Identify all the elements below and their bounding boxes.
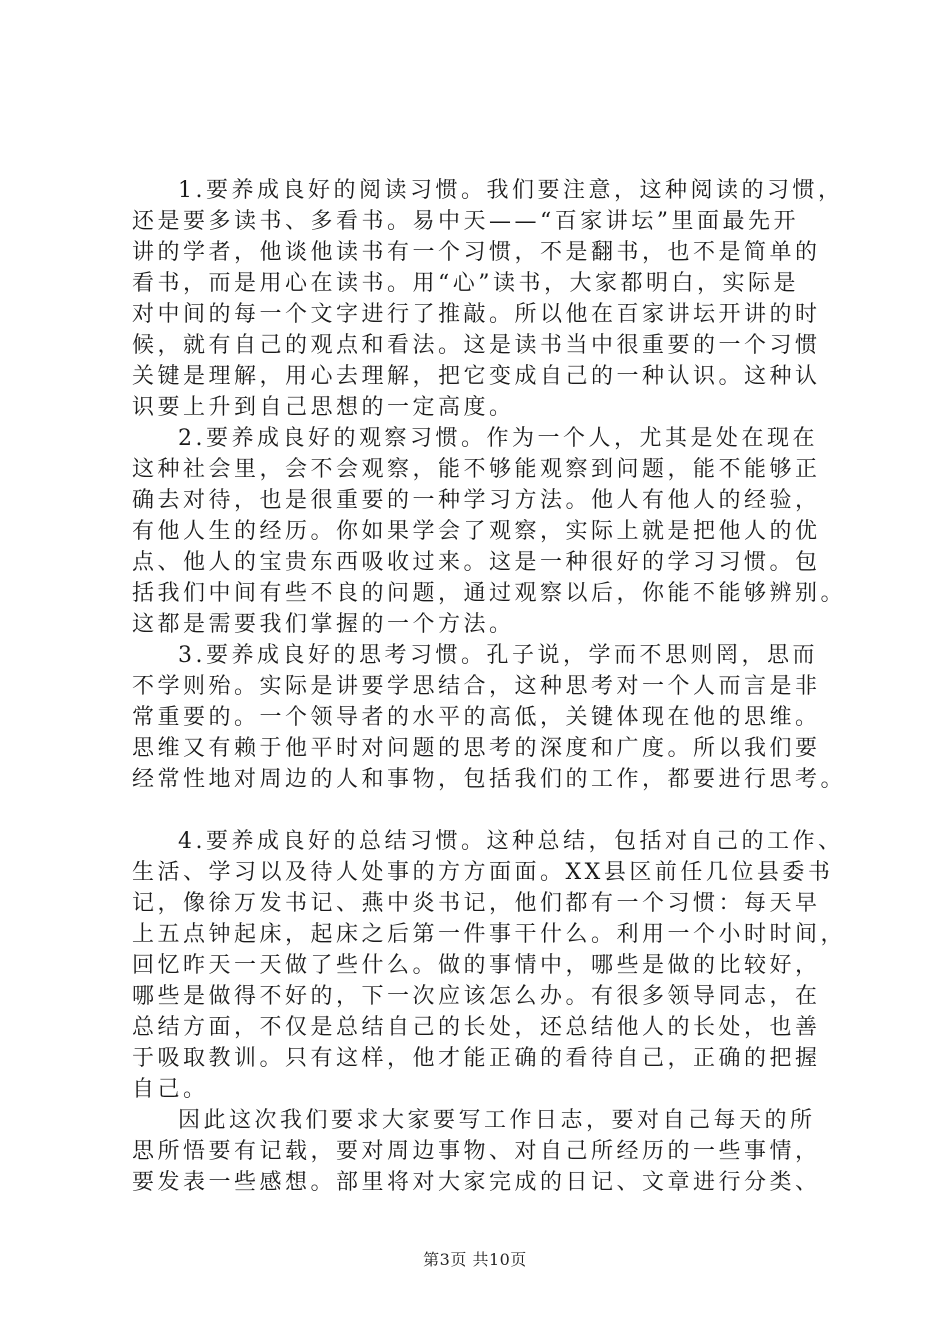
text-line: 要发表一些感想。部里将对大家完成的日记、文章进行分类、 [132, 1170, 821, 1195]
text-line: 关键是理解，用心去理解，把它变成自己的一种认识。这种认 [132, 364, 821, 389]
text-line: 思维又有赖于他平时对问题的思考的深度和广度。所以我们要 [132, 736, 821, 761]
text-line: 讲的学者，他谈他读书有一个习惯，不是翻书，也不是简单的 [132, 240, 821, 265]
paragraph-summary-habit [132, 826, 852, 1105]
text-line: 2.要养成良好的观察习惯。作为一个人，尤其是处在现在 [178, 426, 818, 451]
paragraph-observation-habit [132, 423, 852, 640]
paragraph-thinking-habit [132, 640, 852, 795]
text-line: 常重要的。一个领导者的水平的高低，关键体现在他的思维。 [132, 705, 821, 730]
text-line: 还是要多读书、多看书。易中天——“百家讲坛”里面最先开 [132, 209, 799, 234]
text-line: 这种社会里，会不会观察，能不够能观察到问题，能不能够正 [132, 457, 821, 482]
text-line: 确去对待，也是很重要的一种学习方法。他人有他人的经验， [132, 488, 821, 513]
paragraph-reading-habit [132, 175, 852, 423]
text-line: 有他人生的经历。你如果学会了观察，实际上就是把他人的优 [132, 519, 821, 544]
text-line: 上五点钟起床，起床之后第一件事干什么。利用一个小时时间， [132, 922, 847, 947]
text-line: 记，像徐万发书记、燕中炎书记，他们都有一个习惯：每天早 [132, 891, 821, 916]
text-line: 不学则殆。实际是讲要学思结合，这种思考对一个人而言是非 [132, 674, 821, 699]
text-line: 括我们中间有些不良的问题，通过观察以后，你能不能够辨别。 [132, 581, 847, 606]
text-line: 4.要养成良好的总结习惯。这种总结，包括对自己的工作、 [178, 829, 844, 854]
text-line: 回忆昨天一天做了些什么。做的事情中，哪些是做的比较好， [132, 953, 821, 978]
text-line: 经常性地对周边的人和事物，包括我们的工作，都要进行思考。 [132, 767, 847, 792]
text-line: 候，就有自己的观点和看法。这是读书当中很重要的一个习惯 [132, 333, 821, 358]
text-line: 3.要养成良好的思考习惯。孔子说，学而不思则罔，思而 [178, 643, 818, 668]
text-line: 因此这次我们要求大家要写工作日志，要对自己每天的所 [178, 1108, 816, 1133]
text-line: 哪些是做得不好的，下一次应该怎么办。有很多领导同志，在 [132, 984, 821, 1009]
page-number-footer: 第3页 共10页 [423, 1250, 527, 1269]
text-line: 看书，而是用心在读书。用“心”读书，大家都明白，实际是 [132, 271, 799, 296]
text-line: 1.要养成良好的阅读习惯。我们要注意，这种阅读的习惯， [178, 178, 844, 203]
paragraph-spacer [132, 795, 852, 826]
text-line: 对中间的每一个文字进行了推敲。所以他在百家讲坛开讲的时 [132, 302, 821, 327]
paragraph-work-journal [132, 1105, 852, 1198]
text-line: 这都是需要我们掌握的一个方法。 [132, 612, 515, 637]
text-line: 总结方面，不仅是总结自己的长处，还总结他人的长处，也善 [132, 1015, 821, 1040]
text-line: 自己。 [132, 1077, 209, 1102]
text-line: 识要上升到自己思想的一定高度。 [132, 395, 515, 420]
text-line: 于吸取教训。只有这样，他才能正确的看待自己，正确的把握 [132, 1046, 821, 1071]
text-line: 思所悟要有记载，要对周边事物、对自己所经历的一些事情， [132, 1139, 821, 1164]
document-body [132, 175, 852, 1198]
text-line: 生活、学习以及待人处事的方方面面。XX县区前任几位县委书 [132, 860, 834, 885]
text-line: 点、他人的宝贵东西吸收过来。这是一种很好的学习习惯。包 [132, 550, 821, 575]
